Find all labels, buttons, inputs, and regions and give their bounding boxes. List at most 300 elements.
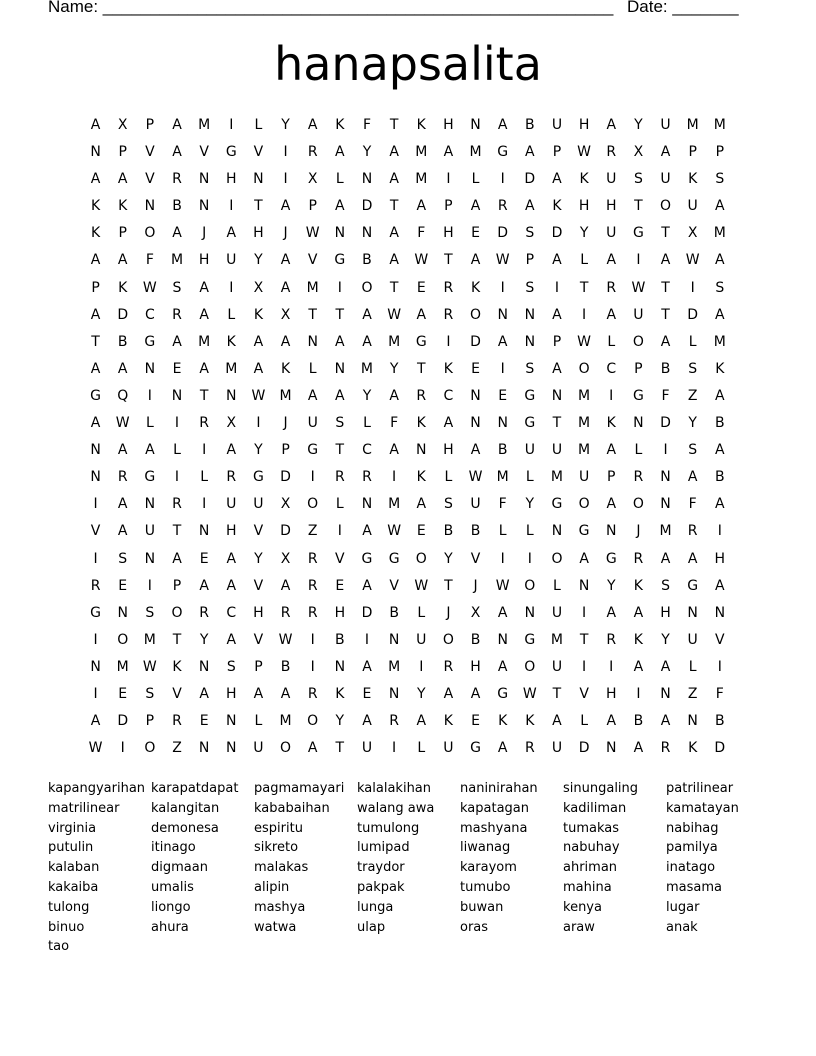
grid-letter: O xyxy=(470,306,482,323)
grid-letter: R xyxy=(443,306,454,323)
grid-letter: M xyxy=(360,360,374,377)
grid-letter: L xyxy=(688,333,697,350)
grid-letter: L xyxy=(145,415,154,432)
grid-letter: X xyxy=(633,144,644,161)
grid-letter: V xyxy=(145,144,155,161)
grid-letter: K xyxy=(90,225,101,242)
grid-letter: A xyxy=(660,550,671,567)
grid-letter: A xyxy=(715,496,725,513)
grid-letter: F xyxy=(390,415,399,432)
grid-letter: S xyxy=(145,685,155,702)
grid-letter: I xyxy=(283,171,288,188)
grid-letter: O xyxy=(578,496,590,513)
grid-letter: J xyxy=(283,415,288,432)
grid-letter: A xyxy=(389,171,399,188)
grid-letter: T xyxy=(661,306,670,323)
grid-letter: G xyxy=(524,631,536,648)
grid-letter: A xyxy=(715,387,725,404)
grid-letter: P xyxy=(91,279,100,296)
grid-letter: M xyxy=(388,658,401,675)
grid-letter: A xyxy=(172,333,182,350)
grid-letter: S xyxy=(715,171,725,188)
grid-letter: A xyxy=(389,387,399,404)
grid-letter: B xyxy=(633,713,644,730)
grid-letter: U xyxy=(253,740,264,757)
grid-letter: T xyxy=(308,306,317,323)
grid-letter: L xyxy=(498,523,507,540)
grid-letter: A xyxy=(117,171,128,188)
grid-letter: A xyxy=(90,306,101,323)
grid-letter: V xyxy=(199,144,209,161)
grid-letter: P xyxy=(172,577,182,594)
grid-letter: A xyxy=(307,387,318,404)
grid-letter: K xyxy=(280,360,291,377)
grid-letter: T xyxy=(661,225,670,242)
grid-letter: N xyxy=(714,604,726,621)
grid-letter: K xyxy=(118,198,128,215)
grid-letter: E xyxy=(416,279,426,296)
page-title: hanapsalita xyxy=(274,37,542,91)
grid-letter: W xyxy=(414,252,429,269)
grid-letter: K xyxy=(688,740,698,757)
grid-letter: A xyxy=(389,225,399,242)
word-list-item: anak xyxy=(666,919,698,935)
grid-letter: A xyxy=(90,171,101,188)
grid-letter: I xyxy=(174,469,180,486)
grid-letter: I xyxy=(337,523,342,540)
grid-letter: P xyxy=(118,144,127,161)
grid-letter: M xyxy=(415,171,428,188)
grid-letter: Z xyxy=(172,740,182,757)
grid-letter: G xyxy=(524,415,536,432)
grid-letter: Z xyxy=(307,523,318,540)
grid-letter: V xyxy=(253,631,264,648)
grid-letter: N xyxy=(90,442,101,459)
grid-letter: R xyxy=(226,469,237,486)
grid-letter: W xyxy=(142,658,157,675)
grid-letter: Y xyxy=(254,442,263,459)
grid-letter: M xyxy=(496,469,509,486)
word-list-item: kapangyarihan xyxy=(48,781,146,796)
grid-letter: N xyxy=(524,306,536,323)
grid-letter: X xyxy=(307,171,318,188)
grid-letter: D xyxy=(361,198,373,215)
grid-letter: O xyxy=(415,550,427,567)
grid-letter: I xyxy=(147,387,152,404)
grid-letter: P xyxy=(145,117,155,133)
grid-letter: R xyxy=(199,604,209,621)
grid-letter: U xyxy=(660,171,671,188)
grid-letter: U xyxy=(144,523,155,540)
grid-letter: N xyxy=(90,144,101,161)
grid-letter: P xyxy=(281,442,290,459)
grid-letter: A xyxy=(660,658,671,675)
grid-letter: M xyxy=(578,387,591,404)
grid-letter: C xyxy=(226,604,237,621)
grid-letter: U xyxy=(470,496,481,513)
grid-letter: B xyxy=(172,198,182,215)
grid-letter: A xyxy=(416,306,427,323)
grid-letter: L xyxy=(444,469,453,486)
grid-letter: N xyxy=(551,523,563,540)
grid-letter: G xyxy=(252,469,264,486)
grid-letter: M xyxy=(713,225,726,242)
grid-letter: I xyxy=(582,306,587,323)
grid-letter: F xyxy=(145,252,154,269)
grid-letter: G xyxy=(334,252,346,269)
grid-letter: N xyxy=(117,604,128,621)
grid-letter: M xyxy=(306,279,319,296)
grid-letter: G xyxy=(578,523,590,540)
word-list-item: liongo xyxy=(151,899,191,915)
word-list-item: lunga xyxy=(357,899,394,915)
grid-letter: E xyxy=(118,685,128,702)
word-list-item: sinungaling xyxy=(563,781,639,796)
grid-letter: X xyxy=(470,604,481,621)
grid-letter: A xyxy=(307,117,318,133)
grid-letter: K xyxy=(172,658,182,675)
grid-letter: E xyxy=(471,713,480,730)
grid-letter: I xyxy=(229,279,234,296)
grid-letter: G xyxy=(551,496,563,513)
word-list-item: sikreto xyxy=(254,840,299,856)
grid-letter: I xyxy=(147,577,152,594)
grid-letter: N xyxy=(144,550,156,567)
grid-letter: A xyxy=(253,360,264,377)
grid-letter: A xyxy=(552,306,562,323)
word-list-item: karapatdapat xyxy=(151,781,239,796)
grid-letter: D xyxy=(117,306,129,323)
grid-letter: X xyxy=(280,306,291,323)
word-list-item: pagmamayari xyxy=(254,781,345,796)
grid-letter: A xyxy=(280,577,291,594)
grid-letter: L xyxy=(471,171,480,188)
grid-letter: U xyxy=(307,415,318,432)
word-list-item: matrilinear xyxy=(48,800,120,816)
grid-letter: S xyxy=(688,360,698,377)
grid-letter: M xyxy=(713,117,726,133)
grid-letter: S xyxy=(226,658,236,675)
grid-letter: A xyxy=(199,360,209,377)
grid-letter: D xyxy=(470,333,481,350)
grid-letter: N xyxy=(606,740,617,757)
grid-letter: U xyxy=(524,442,535,459)
grid-letter: G xyxy=(90,604,101,621)
grid-letter: T xyxy=(172,523,182,540)
grid-letter: I xyxy=(202,496,207,513)
grid-letter: I xyxy=(636,252,641,269)
grid-letter: Y xyxy=(362,387,372,404)
grid-letter: U xyxy=(578,469,590,486)
grid-letter: J xyxy=(636,523,641,540)
word-list-item: karayom xyxy=(460,860,517,876)
grid-letter: W xyxy=(305,225,320,242)
word-list-item: umalis xyxy=(151,879,194,895)
grid-letter: A xyxy=(633,658,644,675)
grid-letter: O xyxy=(632,496,644,513)
grid-letter: O xyxy=(524,577,536,594)
grid-letter: A xyxy=(470,685,481,702)
word-list-item: lugar xyxy=(666,899,700,915)
grid-letter: A xyxy=(389,144,399,161)
grid-letter: A xyxy=(416,198,427,215)
grid-letter: H xyxy=(334,604,346,621)
grid-letter: A xyxy=(226,577,237,594)
word-list-item: ahura xyxy=(151,919,189,935)
grid-letter: H xyxy=(660,604,671,621)
grid-letter: N xyxy=(171,387,183,404)
grid-letter: E xyxy=(471,225,480,242)
grid-letter: H xyxy=(226,685,237,702)
grid-letter: T xyxy=(552,685,562,702)
grid-letter: M xyxy=(550,631,563,648)
word-list-item: kadiliman xyxy=(563,800,627,816)
grid-letter: N xyxy=(687,604,698,621)
grid-letter: I xyxy=(500,279,505,296)
grid-letter: U xyxy=(551,658,563,675)
grid-letter: R xyxy=(172,171,182,188)
grid-letter: I xyxy=(717,658,722,675)
grid-letter: L xyxy=(363,415,371,432)
grid-letter: W xyxy=(631,279,646,296)
grid-letter: R xyxy=(172,306,182,323)
grid-letter: H xyxy=(253,604,264,621)
grid-letter: T xyxy=(254,198,263,215)
grid-letter: N xyxy=(198,740,210,757)
grid-letter: N xyxy=(497,631,508,648)
grid-letter: I xyxy=(636,685,641,702)
grid-letter: G xyxy=(307,442,319,459)
grid-letter: R xyxy=(606,144,617,161)
grid-letter: O xyxy=(171,604,183,621)
word-list-item: kamatayan xyxy=(666,800,739,816)
grid-letter: L xyxy=(227,306,236,323)
grid-letter: A xyxy=(606,604,617,621)
grid-letter: A xyxy=(117,360,128,377)
grid-letter: M xyxy=(279,387,292,404)
grid-letter: R xyxy=(443,658,454,675)
grid-letter: Y xyxy=(281,117,290,133)
grid-letter: T xyxy=(389,117,399,133)
grid-letter: V xyxy=(715,631,725,648)
grid-letter: I xyxy=(446,171,451,188)
grid-letter: N xyxy=(470,117,481,133)
grid-letter: A xyxy=(660,144,671,161)
grid-letter: K xyxy=(633,577,643,594)
grid-letter: R xyxy=(199,415,209,432)
grid-letter: X xyxy=(280,550,291,567)
grid-letter: B xyxy=(470,631,481,648)
grid-letter: H xyxy=(226,523,237,540)
word-list-item: ulap xyxy=(357,919,386,935)
grid-letter: J xyxy=(202,225,207,242)
grid-letter: T xyxy=(335,740,345,757)
grid-letter: A xyxy=(335,198,345,215)
grid-letter: A xyxy=(117,442,128,459)
grid-letter: H xyxy=(443,442,454,459)
grid-letter: L xyxy=(173,442,181,459)
grid-letter: F xyxy=(661,387,670,404)
grid-letter: A xyxy=(579,550,589,567)
word-list-item: digmaan xyxy=(151,860,208,876)
grid-letter: A xyxy=(362,306,372,323)
grid-letter: N xyxy=(633,415,644,432)
word-list-item: liwanag xyxy=(460,840,511,856)
grid-letter: W xyxy=(387,523,402,540)
grid-letter: M xyxy=(550,469,563,486)
grid-letter: R xyxy=(497,198,508,215)
word-list-item: demonesa xyxy=(151,820,219,836)
grid-letter: Y xyxy=(525,496,535,513)
grid-letter: A xyxy=(307,740,318,757)
grid-letter: A xyxy=(660,333,671,350)
grid-letter: A xyxy=(470,442,481,459)
word-list-item: tumulong xyxy=(357,820,420,836)
grid-letter: P xyxy=(308,198,317,215)
grid-letter: A xyxy=(715,577,725,594)
grid-letter: X xyxy=(280,496,291,513)
grid-letter: T xyxy=(335,442,345,459)
grid-letter: B xyxy=(443,523,454,540)
grid-letter: A xyxy=(497,740,508,757)
grid-letter: T xyxy=(634,198,643,215)
grid-letter: G xyxy=(524,387,536,404)
grid-letter: A xyxy=(715,252,725,269)
word-list-item: kalaban xyxy=(48,860,100,876)
grid-letter: N xyxy=(253,171,264,188)
word-list-item: buwan xyxy=(460,899,504,915)
grid-letter: W xyxy=(577,144,592,161)
grid-letter: T xyxy=(444,577,453,594)
grid-letter: R xyxy=(416,387,427,404)
grid-letter: N xyxy=(497,306,508,323)
grid-letter: A xyxy=(606,442,617,459)
grid-letter: M xyxy=(279,713,292,730)
grid-letter: R xyxy=(172,496,182,513)
grid-letter: R xyxy=(633,550,644,567)
grid-letter: T xyxy=(335,306,345,323)
grid-letter: X xyxy=(687,225,698,242)
grid-letter: N xyxy=(388,631,400,648)
grid-letter: R xyxy=(633,469,644,486)
grid-letter: A xyxy=(389,442,399,459)
grid-letter: B xyxy=(117,333,128,350)
word-list-item: masama xyxy=(666,879,722,895)
grid-letter: U xyxy=(551,117,563,133)
grid-letter: A xyxy=(606,496,617,513)
grid-letter: K xyxy=(552,198,562,215)
grid-letter: O xyxy=(144,740,156,757)
grid-letter: N xyxy=(334,225,346,242)
grid-letter: F xyxy=(362,117,371,133)
grid-letter: U xyxy=(226,496,237,513)
grid-letter: N xyxy=(361,225,373,242)
grid-letter: I xyxy=(229,117,234,133)
grid-letter: H xyxy=(605,198,617,215)
grid-letter: G xyxy=(497,144,509,161)
grid-letter: I xyxy=(310,631,315,648)
grid-letter: P xyxy=(444,198,453,215)
grid-letter: M xyxy=(198,333,211,350)
grid-letter: G xyxy=(632,225,644,242)
grid-letter: R xyxy=(90,577,101,594)
grid-letter: H xyxy=(605,685,617,702)
grid-letter: A xyxy=(172,550,182,567)
grid-letter: I xyxy=(554,279,560,296)
grid-letter: V xyxy=(253,144,264,161)
grid-letter: R xyxy=(606,279,617,296)
grid-letter: A xyxy=(443,144,454,161)
grid-letter: T xyxy=(661,279,670,296)
grid-letter: A xyxy=(416,713,427,730)
grid-letter: S xyxy=(715,279,725,296)
grid-letter: V xyxy=(307,252,318,269)
word-list-item: kapatagan xyxy=(460,800,530,816)
grid-letter: M xyxy=(578,442,591,459)
word-list-item: traydor xyxy=(357,860,405,876)
grid-letter: A xyxy=(172,117,182,133)
grid-letter: H xyxy=(443,117,454,133)
grid-letter: A xyxy=(497,333,508,350)
grid-letter: P xyxy=(552,333,562,350)
word-list-item: watwa xyxy=(254,919,297,935)
grid-letter: I xyxy=(582,604,587,621)
grid-letter: J xyxy=(446,604,451,621)
grid-letter: V xyxy=(253,577,264,594)
grid-letter: G xyxy=(470,740,481,757)
grid-letter: K xyxy=(688,171,698,188)
grid-letter: E xyxy=(362,685,372,702)
grid-letter: K xyxy=(715,360,725,377)
grid-letter: W xyxy=(387,306,402,323)
grid-letter: A xyxy=(253,685,264,702)
grid-letter: A xyxy=(90,117,101,133)
grid-letter: A xyxy=(552,713,562,730)
grid-letter: P xyxy=(688,144,697,161)
grid-letter: I xyxy=(392,740,397,757)
grid-letter: L xyxy=(254,713,263,730)
grid-letter: P xyxy=(715,144,725,161)
grid-letter: N xyxy=(334,658,346,675)
grid-letter: W xyxy=(577,333,592,350)
grid-letter: B xyxy=(715,415,725,432)
grid-letter: L xyxy=(308,360,317,377)
grid-letter: C xyxy=(362,442,372,459)
grid-letter: A xyxy=(525,198,535,215)
grid-letter: V xyxy=(253,523,264,540)
grid-letter: N xyxy=(606,523,617,540)
date-field-label: Date: _______ xyxy=(627,0,739,16)
grid-letter: Y xyxy=(606,577,616,594)
grid-letter: D xyxy=(551,225,563,242)
grid-letter: H xyxy=(714,550,726,567)
grid-letter: A xyxy=(606,117,617,133)
grid-letter: W xyxy=(115,415,130,432)
grid-letter: F xyxy=(417,225,426,242)
grid-letter: N xyxy=(497,415,508,432)
grid-letter: A xyxy=(470,252,481,269)
grid-letter: N xyxy=(361,171,373,188)
grid-letter: T xyxy=(91,333,100,350)
grid-letter: S xyxy=(525,225,535,242)
grid-letter: R xyxy=(524,740,535,757)
grid-letter: N xyxy=(198,658,210,675)
word-list-item: alipin xyxy=(254,879,290,895)
grid-letter: M xyxy=(469,144,482,161)
grid-letter: Q xyxy=(117,387,129,404)
grid-letter: O xyxy=(660,198,672,215)
grid-letter: M xyxy=(116,658,129,675)
